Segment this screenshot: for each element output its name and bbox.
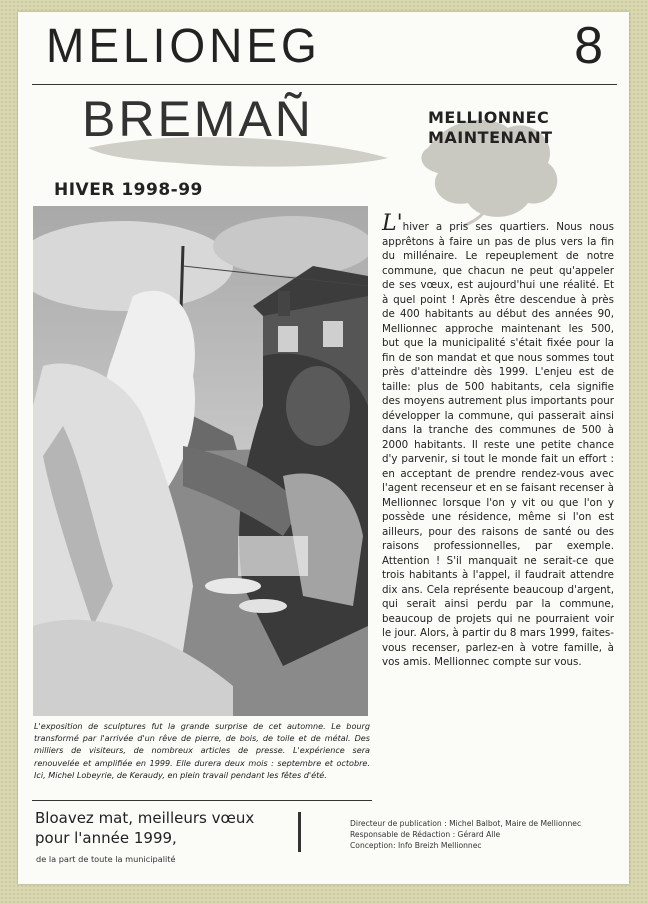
footer-divider — [32, 800, 372, 801]
new-year-greeting — [35, 808, 254, 848]
newsletter-page — [18, 12, 629, 884]
footer-vertical-bar — [298, 812, 301, 852]
greeting-line1: Bloavez mat, meilleurs vœux — [35, 809, 255, 827]
editorial-article — [382, 211, 614, 670]
masthead-title-line2: BREMAÑ — [82, 91, 314, 147]
issue-number: 8 — [574, 17, 603, 75]
greeting-line2: pour l'année 1999, — [35, 829, 177, 847]
masthead-title-line1: MELIONEG — [46, 17, 321, 73]
publication-credits — [350, 818, 581, 851]
sculptor-photo-image — [33, 206, 368, 716]
subtitle-line2: MAINTENANT — [428, 128, 553, 147]
masthead-divider — [32, 84, 617, 85]
sculptor-photo — [33, 206, 368, 716]
greeting-from: de la part de toute la municipalité — [36, 854, 176, 864]
season-heading: HIVER 1998-99 — [54, 180, 203, 200]
credit-design: Conception: Info Breizh Mellionnec — [350, 841, 482, 850]
article-dropcap: L' — [382, 211, 403, 236]
masthead-subtitle — [428, 108, 553, 148]
credit-director: Directeur de publication : Michel Balbot, Maire de Mellionnec — [350, 819, 582, 828]
credit-editor: Responsable de Rédaction : Gérard Alle — [350, 830, 501, 839]
article-text: hiver a pris ses quartiers. Nous nous apprêtons à faire un pas de plus vers la fin du millénaire. Le repeuplement de notre commune, que chacun ne peut qu'appeler de ses vœux, est aujourd'hui une réalité. Et à quel point ! Après être descendue à près de 400 habitants au début des années 90, Mellionnec approche maintenant les 500, but que la municipalité s'était fixée pour la fin de son mandat et que nous sommes tout près d'atteindre dès 1999. L'enjeu est de taille: plus de 500 habitants, cela signifie des moyens autrement plus importants pour développer la commune, qui passerait ainsi dans la tranche des communes de 500 à 2000 habitants. Il reste une petite chance d'y parvenir, si tout le monde fait un effort : en acceptant de prendre rendez-vous avec l'agent recenseur et en se faisant recenser à Mellionnec lorsque l'on y vit ou que l'on y possède une résidence, même si l'on est ailleurs, pour des raisons de santé ou des raisons professionnelles, par exemple. Attention ! S'il manquait ne serait-ce que trois habitants à l'appel, il faudrait attendre dix ans. Cela représente beaucoup d'argent, qui serait ainsi perdu par la commune, beaucoup de projets qui ne pourraient voir le jour. Alors, à partir du 8 mars 1999, faites-vous recenser, parlez-en à votre famille, à vos amis. Mellionnec compte sur vous. — [382, 221, 614, 668]
photo-caption: L'exposition de sculptures fut la grande surprise de cet automne. Le bourg transformé par l'arrivée d'un rêve de pierre, de bois, de toile et de métal. Des milliers de visiteurs, de nombreux articles de presse. L'expérience sera renouvelée et amplifiée en 1999. Elle durera deux mois : septembre et octobre. Ici, Michel Lobeyrie, de Keraudy, en plein travail pendant les fêtes d'été. — [34, 721, 370, 780]
subtitle-line1: MELLIONNEC — [428, 108, 550, 127]
